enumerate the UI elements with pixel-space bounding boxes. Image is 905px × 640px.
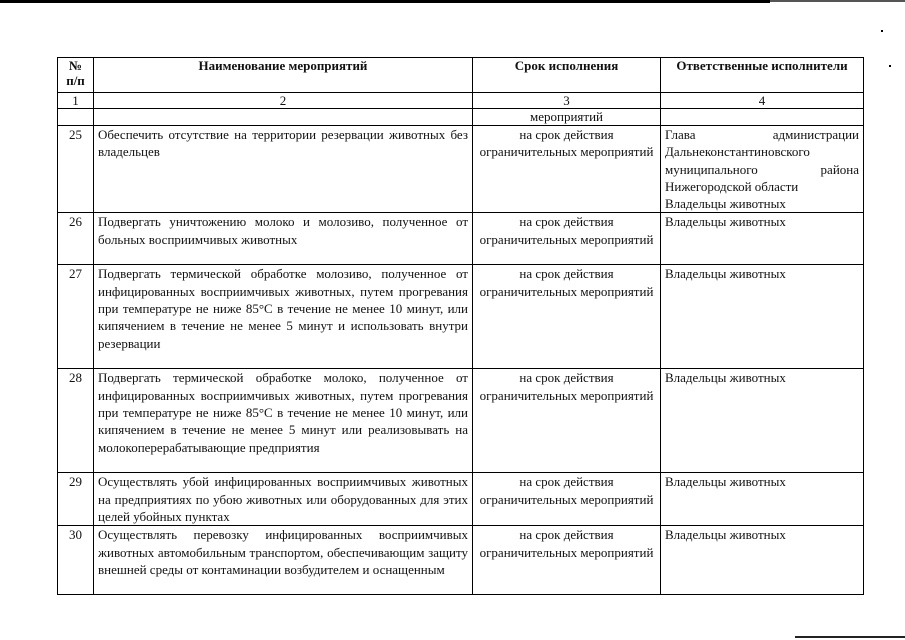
table-row xyxy=(58,526,864,595)
row-action: Осуществлять убой инфицированных восприимчивых животных на предприятиях по убою животных или оборудованных для этих целей убойных пунктах xyxy=(94,473,473,526)
row-num: 28 xyxy=(58,369,94,473)
row-num: 30 xyxy=(58,526,94,595)
continuation-row xyxy=(58,109,864,126)
header-term: Срок исполнения xyxy=(473,58,661,93)
scan-mark xyxy=(889,65,891,67)
index-cell: 2 xyxy=(94,93,473,109)
table-row xyxy=(58,265,864,369)
row-responsible: Владельцы животных xyxy=(661,213,864,265)
scan-mark xyxy=(881,30,883,32)
measures-table xyxy=(57,57,864,595)
row-num: 29 xyxy=(58,473,94,526)
continuation-action xyxy=(94,109,473,126)
row-action: Подвергать термической обработке молозиво, полученное от инфицированных восприимчивых животных, путем прогревания при температуре не ниже 85°С в течение не менее 10 минут, или кипячением в течение не менее 5 минут и использовать внутри резервации xyxy=(94,265,473,369)
row-num: 25 xyxy=(58,126,94,213)
top-border-line xyxy=(0,0,905,4)
header-name: Наименование мероприятий xyxy=(94,58,473,93)
row-responsible: Владельцы животных xyxy=(661,265,864,369)
row-responsible: Владельцы животных xyxy=(661,526,864,595)
row-action: Подвергать термической обработке молоко, полученное от инфицированных восприимчивых животных, путем прогревания при температуре не ниже 85°С в течение не менее 10 минут, или кипячением в течение не менее 5 минут или реализовывать на молокоперерабатывающие предприятия xyxy=(94,369,473,473)
table-row xyxy=(58,369,864,473)
top-border-thick xyxy=(0,0,770,3)
row-responsible: Владельцы животных xyxy=(661,473,864,526)
continuation-responsible xyxy=(661,109,864,126)
table-header-row xyxy=(58,58,864,93)
table-row xyxy=(58,213,864,265)
row-term: на срок действия ограничительных мероприятий xyxy=(473,126,661,213)
bottom-border-line xyxy=(795,636,905,638)
row-term: на срок действия ограничительных мероприятий xyxy=(473,473,661,526)
responsible-line: Дальнеконстантиновского xyxy=(665,144,810,160)
row-action: Осуществлять перевозку инфицированных восприимчивых животных автомобильным транспортом, обеспечивающим защиту внешней среды от контаминации возбудителем и оснащенным xyxy=(94,526,473,595)
table-row xyxy=(58,126,864,213)
row-num: 27 xyxy=(58,265,94,369)
table-row xyxy=(58,473,864,526)
top-border-thin xyxy=(770,0,905,2)
row-num: 26 xyxy=(58,213,94,265)
continuation-term: мероприятий xyxy=(473,109,661,126)
row-term: на срок действия ограничительных мероприятий xyxy=(473,369,661,473)
row-term: на срок действия ограничительных мероприятий xyxy=(473,265,661,369)
responsible-line: муниципального района xyxy=(665,161,859,177)
row-responsible xyxy=(661,126,864,213)
index-cell: 3 xyxy=(473,93,661,109)
row-action: Обеспечить отсутствие на территории резервации животных без владельцев xyxy=(94,126,473,213)
row-action: Подвергать уничтожению молоко и молозиво, полученное от больных восприимчивых животных xyxy=(94,213,473,265)
responsible-line: Владельцы животных xyxy=(665,196,786,212)
column-index-row xyxy=(58,93,864,109)
responsible-line: Нижегородской области xyxy=(665,178,799,194)
header-num: № п/п xyxy=(58,58,94,93)
header-responsible: Ответственные исполнители xyxy=(661,58,864,93)
continuation-num xyxy=(58,109,94,126)
row-responsible: Владельцы животных xyxy=(661,369,864,473)
index-cell: 4 xyxy=(661,93,864,109)
row-term: на срок действия ограничительных мероприятий xyxy=(473,526,661,595)
row-term: на срок действия ограничительных мероприятий xyxy=(473,213,661,265)
index-cell: 1 xyxy=(58,93,94,109)
responsible-line: Глава администрации xyxy=(665,127,859,142)
